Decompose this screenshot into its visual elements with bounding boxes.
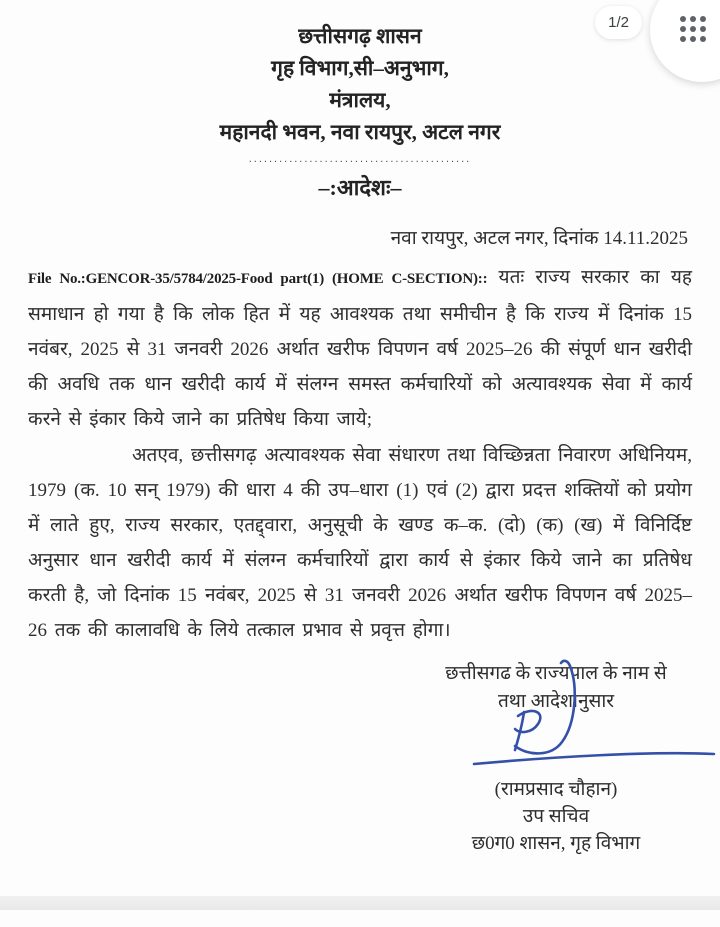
letterhead-line-government: छत्तीसगढ़ शासन [298, 24, 422, 48]
grid-dots-icon [680, 16, 706, 42]
signatory-department: छ0ग0 शासन, गृह विभाग [471, 833, 641, 854]
file-number: File No.:GENCOR-35/5784/2025-Food part(1) (HOME C-SECTION):: [28, 271, 488, 287]
dateline: नवा रायपुर, अटल नगर, दिनांक 14.11.2025 [390, 228, 688, 249]
paragraph-2: अतएव, छत्तीसगढ़ अत्यावश्यक सेवा संधारण तथा विच्छिन्नता निवारण अधिनियम, 1979 (क. 10 सन् 1979) की धारा 4 की उप–धारा (1) एवं (2) द्वारा प्रदत्त शक्तियों को प्रयोग में लाते हुए, राज्य सरकार, एतद्द्वारा, अनुसूची के खण्ड क–क. (दो) (क) (ख) में विनिर्दिष्ट अनुसार धान खरीदी कार्य में संलग्न कर्मचारियों द्वारा कार्य से इंकार किये जाने का प्रतिषेध करती है, जो दिनांक 15 नवंबर, 2025 से 31 जनवरी 2026 अर्थात खरीफ विपणन वर्ष 2025–26 तक की कालावधि के लिये तत्काल प्रभाव से प्रवृत्त होगा। [28, 445, 692, 641]
paragraph-1-text: यतः राज्य सरकार का यह समाधान हो गया है कि लोक हित में यह आवश्यक तथा समीचीन है कि राज्य में दिनांक 15 नवंबर, 2025 से 31 जनवरी 2026 अर्थात खरीफ विपणन वर्ष 2025–26 की संपूर्ण धान खरीदी की अवधि तक धान खरीदी कार्य में संलग्न समस्त कर्मचारियों को अत्यावश्यक सेवा में कार्य करने से इंकार किये जाने का प्रतिषेध किया जाये; [28, 267, 692, 430]
signatory-designation: उप सचिव [522, 806, 590, 827]
letterhead-line-address: महानदी भवन, नवा रायपुर, अटल नगर [219, 120, 501, 144]
signoff-line-2: तथा आदेशानुसार [497, 691, 615, 712]
letterhead-line-department: गृह विभाग,सी–अनुभाग, [271, 56, 449, 80]
letterhead [28, 20, 692, 148]
page-boundary-divider [0, 896, 720, 910]
paragraph-1 [28, 260, 692, 437]
signature-area [28, 648, 692, 908]
signoff-block [406, 660, 706, 716]
letterhead-line-ministry: मंत्रालय, [329, 88, 391, 112]
signatory-name: (रामप्रसाद चौहान) [494, 779, 618, 800]
page-indicator: 1/2 [595, 6, 642, 39]
order-heading: –:आदेशः– [318, 175, 402, 200]
signoff-line-1: छत्तीसगढ के राज्यपाल के नाम से [445, 663, 667, 684]
signatory-block [416, 776, 696, 857]
dotted-divider: ............................................ [248, 153, 472, 165]
